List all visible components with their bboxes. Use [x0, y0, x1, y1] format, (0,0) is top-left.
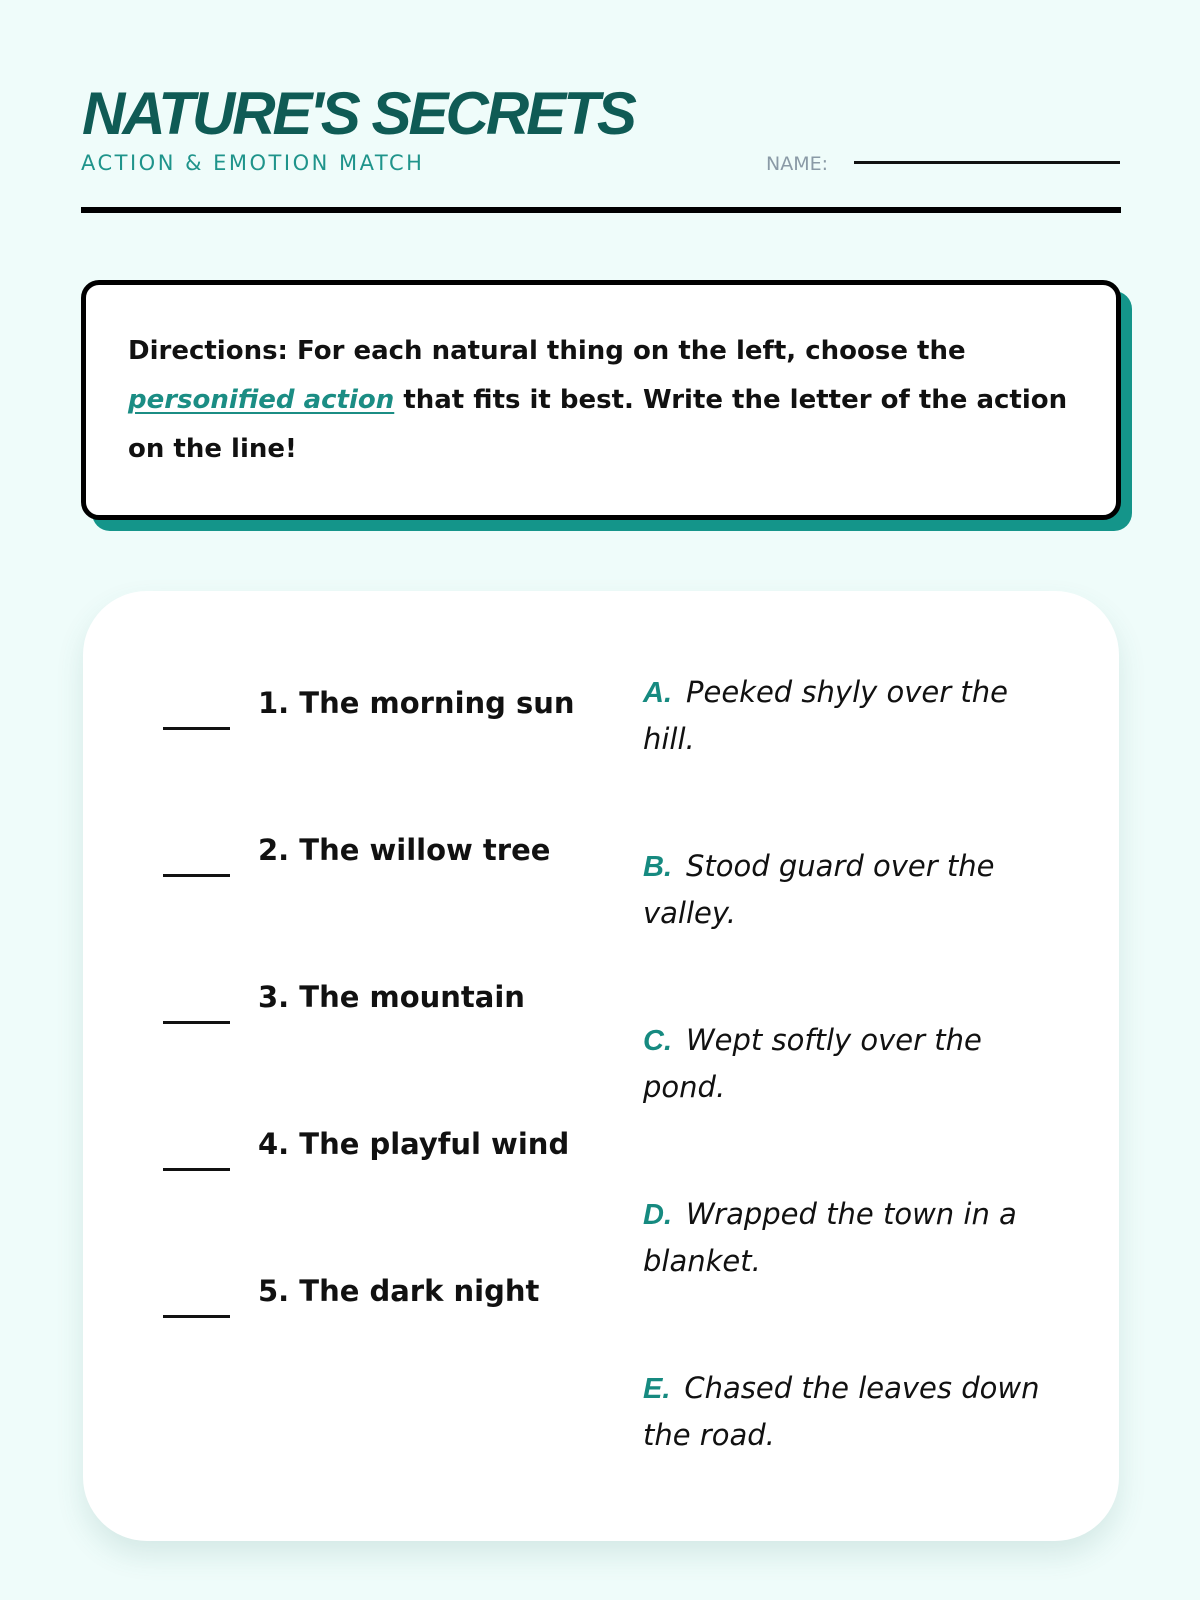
option-letter-a: A. [643, 677, 672, 709]
item-label-3: 3. The mountain [258, 980, 525, 1014]
answer-blank-4[interactable] [163, 1168, 230, 1171]
name-label: NAME: [766, 153, 829, 175]
page-subtitle: ACTION & EMOTION MATCH [81, 151, 425, 175]
name-answer-line[interactable] [854, 161, 1120, 164]
directions-lead: Directions: For each natural thing on the left, choose the [128, 336, 966, 366]
answer-blank-2[interactable] [163, 874, 230, 877]
option-letter-e: E. [643, 1373, 671, 1405]
option-d [643, 1191, 1063, 1284]
match-item [83, 1273, 603, 1353]
answer-blank-5[interactable] [163, 1315, 230, 1318]
option-letter-c: C. [643, 1025, 672, 1057]
option-e [643, 1365, 1063, 1458]
option-text-a: Peeked shyly over the hill. [643, 675, 1009, 756]
page-title: NATURE'S SECRETS [82, 80, 634, 147]
option-c [643, 1017, 1063, 1110]
match-item [83, 979, 603, 1059]
option-letter-b: B. [643, 851, 672, 883]
option-text-d: Wrapped the town in a blanket. [643, 1197, 1017, 1278]
item-label-2: 2. The willow tree [258, 833, 551, 867]
option-text-c: Wept softly over the pond. [643, 1023, 982, 1104]
item-label-1: 1. The morning sun [258, 686, 575, 720]
directions-highlight: personified action [128, 385, 395, 415]
item-label-5: 5. The dark night [258, 1274, 540, 1308]
match-item [83, 832, 603, 912]
option-letter-d: D. [643, 1199, 672, 1231]
directions-box [81, 280, 1121, 520]
option-b [643, 843, 1063, 936]
answer-blank-3[interactable] [163, 1021, 230, 1024]
matching-card [83, 591, 1119, 1541]
item-label-4: 4. The playful wind [258, 1127, 570, 1161]
match-item [83, 1126, 603, 1206]
option-text-b: Stood guard over the valley. [643, 849, 995, 930]
match-item [83, 685, 603, 765]
option-text-e: Chased the leaves down the road. [643, 1371, 1040, 1452]
directions-rest: that fits it best. Write the letter of the action on the line! [128, 385, 1068, 464]
option-a [643, 669, 1063, 762]
header-divider [81, 207, 1121, 213]
answer-blank-1[interactable] [163, 727, 230, 730]
